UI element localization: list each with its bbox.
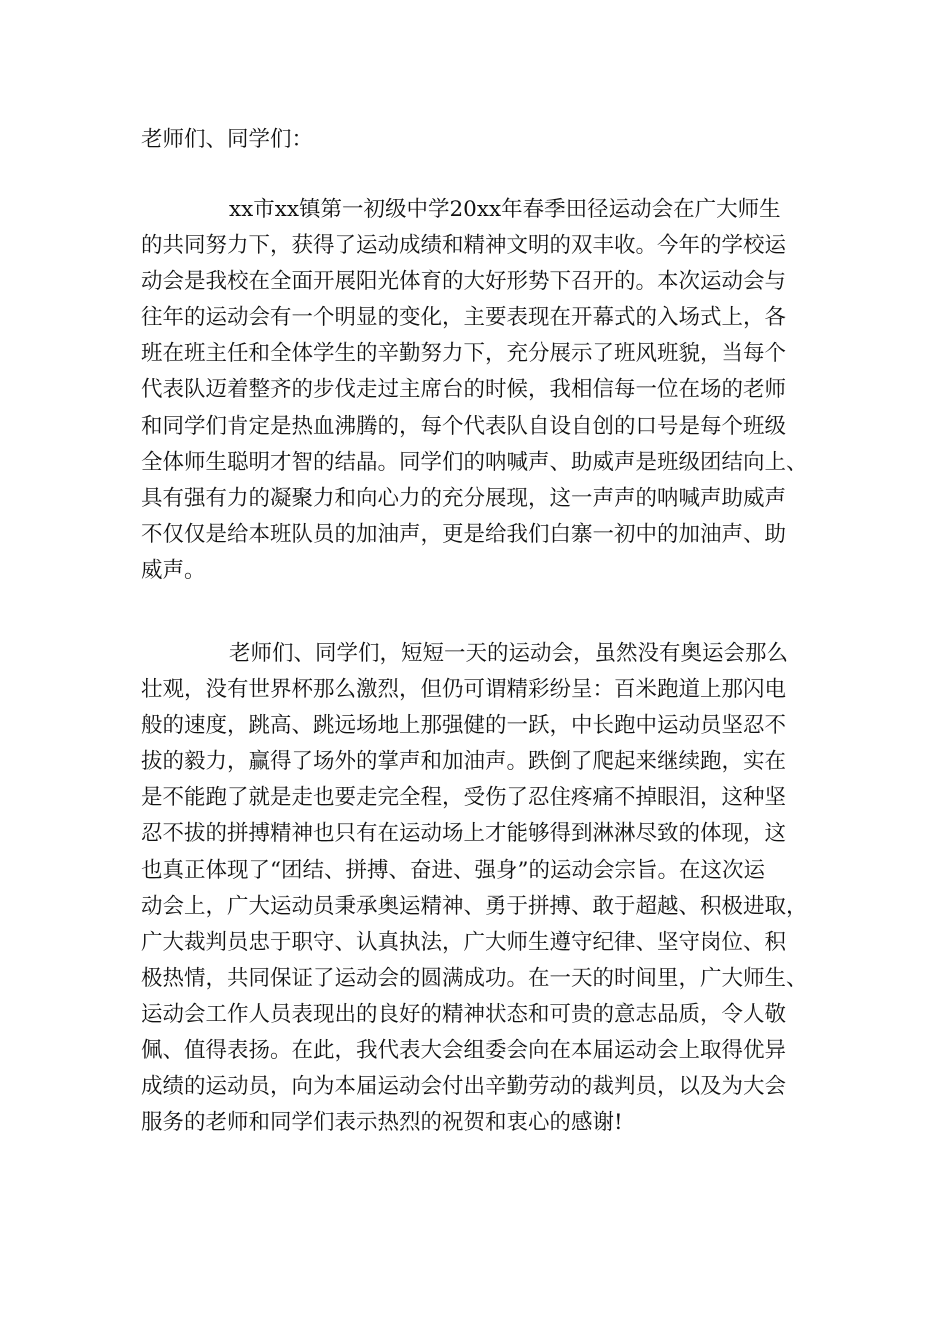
paragraph-line: 班在班主任和全体学生的辛勤努力下，充分展示了班风班貌，当每个 xyxy=(141,341,787,367)
paragraph-line: xx市xx镇第一初级中学20xx年春季田径运动会在广大师生 xyxy=(229,197,781,222)
paragraph-line: 极热情，共同保证了运动会的圆满成功。在一天的时间里，广大师生、 xyxy=(141,965,808,991)
paragraph-line: 和同学们肯定是热血沸腾的，每个代表队自设自创的口号是每个班级 xyxy=(141,413,787,439)
paragraph-line: 佩、值得表扬。在此，我代表大会组委会向在本届运动会上取得优异 xyxy=(141,1038,787,1064)
paragraph-line: 成绩的运动员，向为本届运动会付出辛勤劳动的裁判员，以及为大会 xyxy=(141,1074,787,1100)
paragraph-line: 动会是我校在全面开展阳光体育的大好形势下召开的。本次运动会与 xyxy=(141,269,787,295)
paragraph-line: 具有强有力的凝聚力和向心力的充分展现，这一声声的呐喊声助威声 xyxy=(141,485,787,511)
paragraph-line: 动会上，广大运动员秉承奥运精神、勇于拼搏、敢于超越、积极进取， xyxy=(141,893,808,919)
paragraph-line: 般的速度，跳高、跳远场地上那强健的一跃，中长跑中运动员坚忍不 xyxy=(141,713,787,739)
paragraph-2 xyxy=(141,636,816,1141)
paragraph-line: 全体师生聪明才智的结晶。同学们的呐喊声、助威声是班级团结向上、 xyxy=(141,449,808,475)
paragraph-line: 运动会工作人员表现出的良好的精神状态和可贵的意志品质，令人敬 xyxy=(141,1001,787,1027)
paragraph-line: 壮观，没有世界杯那么激烈，但仍可谓精彩纷呈：百米跑道上那闪电 xyxy=(141,677,787,703)
paragraph-1 xyxy=(141,192,816,589)
paragraph-line: 也真正体现了“团结、拼搏、奋进、强身”的运动会宗旨。在这次运 xyxy=(141,857,765,883)
paragraph-line: 广大裁判员忠于职守、认真执法，广大师生遵守纪律、坚守岗位、积 xyxy=(141,929,787,955)
paragraph-line: 的共同努力下，获得了运动成绩和精神文明的双丰收。今年的学校运 xyxy=(141,233,787,259)
paragraph-line: 是不能跑了就是走也要走完全程，受伤了忍住疼痛不掉眼泪，这种坚 xyxy=(141,785,787,811)
salutation: 老师们、同学们： xyxy=(141,127,314,152)
paragraph-line: 代表队迈着整齐的步伐走过主席台的时候，我相信每一位在场的老师 xyxy=(141,377,787,403)
paragraph-line: 忍不拔的拼搏精神也只有在运动场上才能够得到淋淋尽致的体现，这 xyxy=(141,821,787,847)
paragraph-line: 威声。 xyxy=(141,557,206,583)
paragraph-line: 拔的毅力，赢得了场外的掌声和加油声。跌倒了爬起来继续跑，实在 xyxy=(141,749,787,775)
paragraph-line: 往年的运动会有一个明显的变化，主要表现在开幕式的入场式上，各 xyxy=(141,305,787,331)
paragraph-line: 老师们、同学们，短短一天的运动会，虽然没有奥运会那么 xyxy=(229,641,789,666)
paragraph-line: 服务的老师和同学们表示热烈的祝贺和衷心的感谢! xyxy=(141,1110,623,1136)
paragraph-line: 不仅仅是给本班队员的加油声，更是给我们白寨一初中的加油声、助 xyxy=(141,521,787,547)
